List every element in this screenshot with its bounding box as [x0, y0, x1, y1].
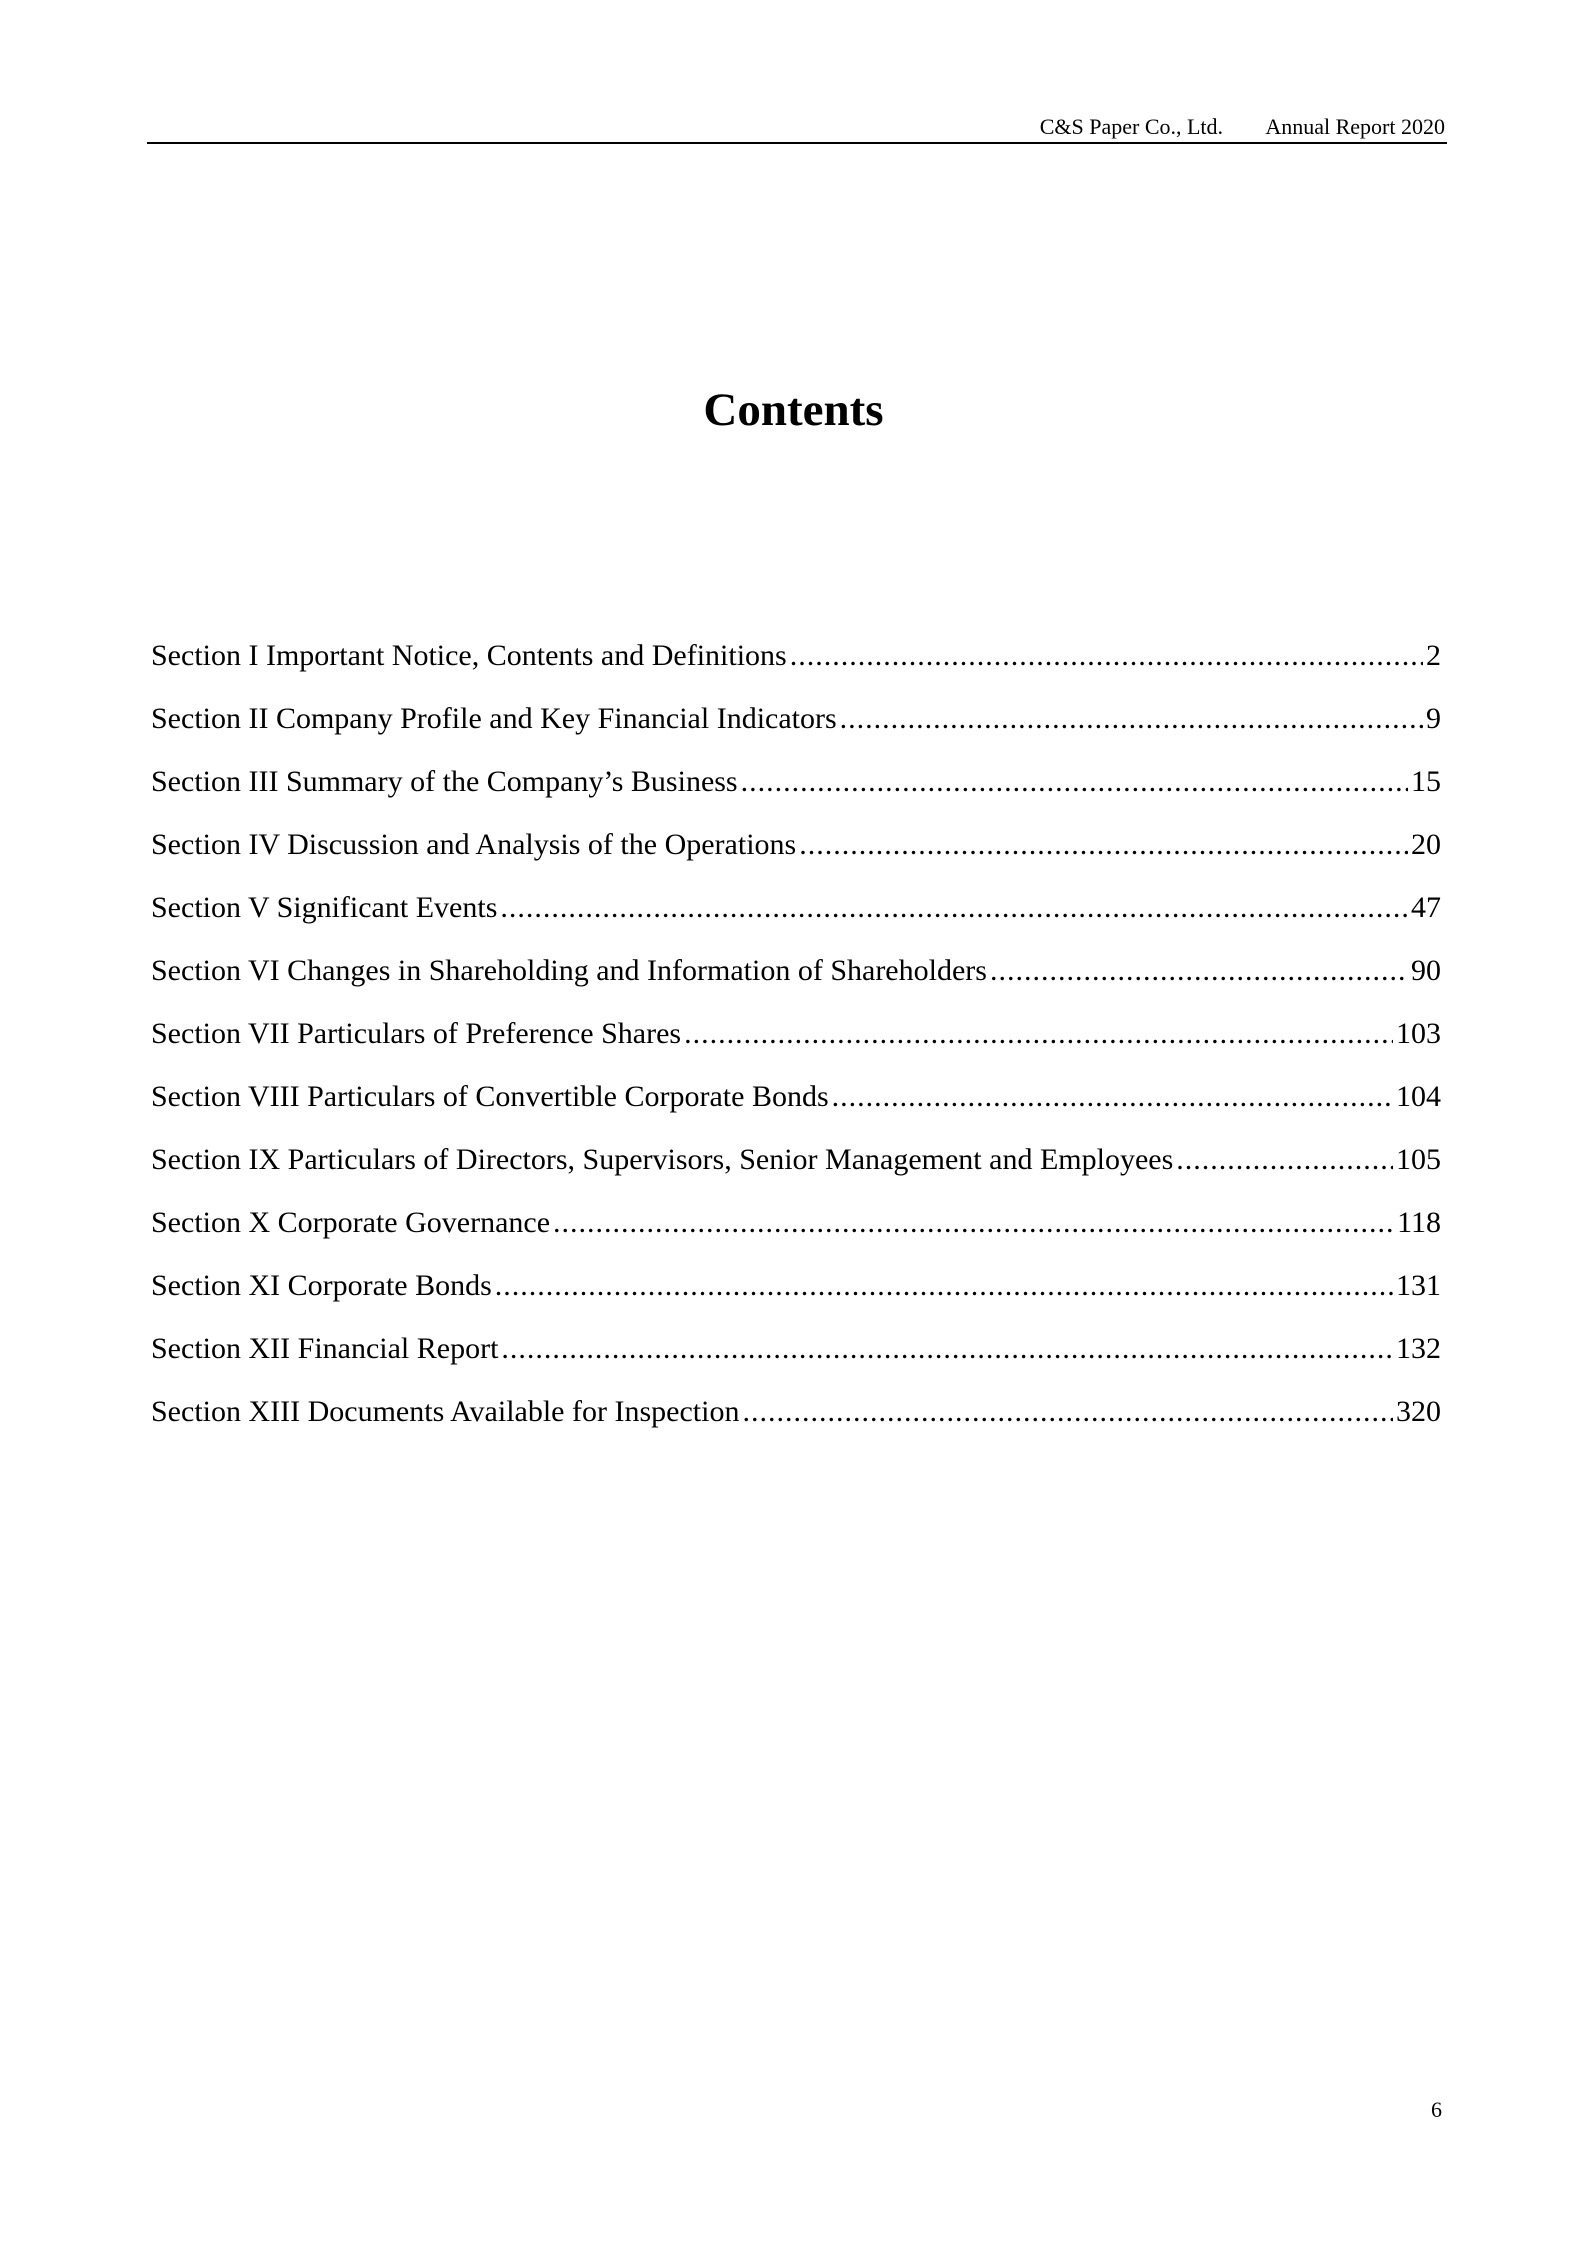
toc-dot-leader [840, 700, 1423, 738]
page-header [147, 108, 1447, 144]
toc-entry-page: 131 [1396, 1269, 1441, 1302]
toc-entry-label: Section VIII Particulars of Convertible Corporate Bonds [151, 1080, 829, 1113]
toc-entry[interactable] [151, 1204, 1441, 1267]
toc-entry-label: Section V Significant Events [151, 891, 498, 924]
toc-entry[interactable] [151, 1393, 1441, 1456]
toc-entry-page: 9 [1426, 702, 1441, 735]
toc-entry-page: 320 [1396, 1395, 1441, 1428]
toc-entry[interactable] [151, 889, 1441, 952]
toc-entry-page: 47 [1411, 891, 1441, 924]
toc-entry[interactable] [151, 1141, 1441, 1204]
toc-entry[interactable] [151, 1267, 1441, 1330]
toc-entry-page: 2 [1426, 639, 1441, 672]
toc-entry-page: 132 [1396, 1332, 1441, 1365]
header-report-title: Annual Report 2020 [1265, 114, 1445, 139]
toc-dot-leader [495, 1267, 1393, 1305]
header-company: C&S Paper Co., Ltd. [1039, 114, 1224, 139]
toc-entry-label: Section VII Particulars of Preference Shares [151, 1017, 682, 1050]
toc-entry-page: 20 [1411, 828, 1441, 861]
toc-dot-leader [553, 1204, 1394, 1242]
toc-entry-label: Section I Important Notice, Contents and Definitions [151, 639, 787, 672]
toc-entry-page: 15 [1411, 765, 1441, 798]
toc-dot-leader [684, 1015, 1393, 1053]
toc-entry-label: Section IV Discussion and Analysis of the Operations [151, 828, 797, 861]
toc-dot-leader [832, 1078, 1393, 1116]
toc-entry[interactable] [151, 952, 1441, 1015]
toc-entry-page: 90 [1411, 954, 1441, 987]
toc-dot-leader [799, 826, 1408, 864]
toc-entry-page: 104 [1396, 1080, 1441, 1113]
table-of-contents [151, 637, 1441, 1456]
toc-entry[interactable] [151, 637, 1441, 700]
toc-dot-leader [741, 763, 1408, 801]
toc-entry-label: Section III Summary of the Company’s Business [151, 765, 738, 798]
toc-entry-label: Section VI Changes in Shareholding and Information of Shareholders [151, 954, 987, 987]
header-text [1040, 114, 1445, 140]
toc-dot-leader [501, 1330, 1393, 1368]
toc-entry-label: Section XI Corporate Bonds [151, 1269, 492, 1302]
page-title: Contents [703, 384, 884, 436]
toc-entry[interactable] [151, 700, 1441, 763]
toc-entry[interactable] [151, 1078, 1441, 1141]
toc-entry-page: 118 [1397, 1206, 1441, 1239]
toc-entry-label: Section IX Particulars of Directors, Supervisors, Senior Management and Employees [151, 1143, 1174, 1176]
page-number: 6 [1431, 2097, 1442, 2122]
toc-dot-leader [790, 637, 1423, 675]
toc-dot-leader [742, 1393, 1393, 1431]
toc-dot-leader [1176, 1141, 1393, 1179]
toc-entry-label: Section X Corporate Governance [151, 1206, 551, 1239]
toc-entry-label: Section XII Financial Report [151, 1332, 499, 1365]
toc-entry-label: Section XIII Documents Available for Inspection [151, 1395, 740, 1428]
toc-entry[interactable] [151, 1330, 1441, 1393]
toc-entry-page: 103 [1396, 1017, 1441, 1050]
toc-entry-label: Section II Company Profile and Key Financial Indicators [151, 702, 837, 735]
toc-dot-leader [500, 889, 1408, 927]
toc-entry[interactable] [151, 826, 1441, 889]
toc-entry-page: 105 [1396, 1143, 1441, 1176]
toc-dot-leader [990, 952, 1408, 990]
toc-entry[interactable] [151, 1015, 1441, 1078]
toc-entry[interactable] [151, 763, 1441, 826]
